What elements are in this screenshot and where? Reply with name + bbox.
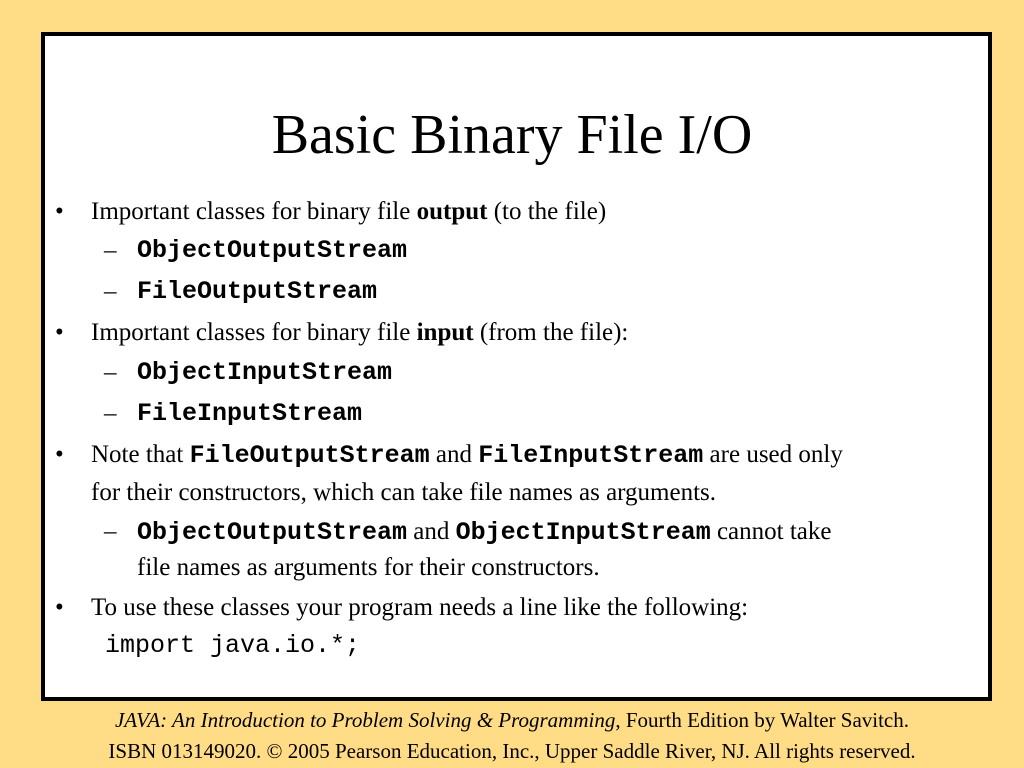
- bullet-marker: •: [55, 319, 64, 346]
- footer-line-1: JAVA: An Introduction to Problem Solving & Programming, Fourth Edition by Walter Savitch.: [114, 708, 910, 732]
- sub-item-note-line2: file names as arguments for their constructors.: [137, 554, 600, 581]
- bullet-note-text: Note that FileOutputStream and FileInputStream are used only: [91, 441, 843, 470]
- slide-title: Basic Binary File I/O: [271, 104, 753, 166]
- footer-line-2: ISBN 013149020. © 2005 Pearson Education, Inc., Upper Saddle River, NJ. All rights reserved.: [108, 739, 916, 763]
- bullet-marker: •: [55, 198, 64, 225]
- bullet-marker: •: [55, 441, 64, 468]
- bullet-input-text: Important classes for binary file input (from the file):: [91, 319, 629, 346]
- bullet-note-text-line2: for their constructors, which can take file names as arguments.: [91, 479, 717, 506]
- bullet-marker: •: [55, 594, 64, 621]
- import-statement: import java.io.*;: [105, 631, 361, 660]
- bullet-output-text: Important classes for binary file output (to the file): [91, 198, 607, 225]
